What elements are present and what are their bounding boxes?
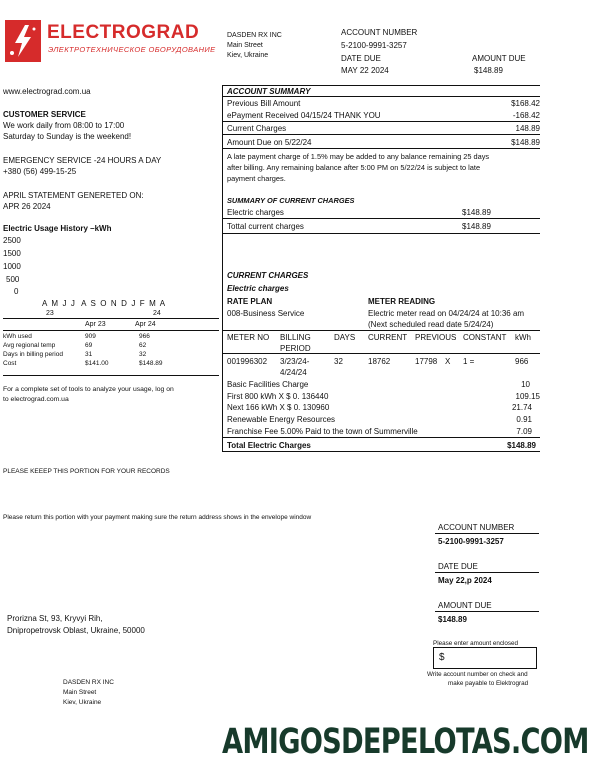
col-header-current: CURRENT <box>368 333 408 342</box>
divider <box>222 134 540 135</box>
meter-kwh: 966 <box>515 357 529 366</box>
company-tagline: ЭЛЕКТРОТЕХНИЧЕСКОЕ ОБОРУДОВАНИЕ <box>48 45 216 54</box>
stub-amount-due: $148.89 <box>438 615 467 624</box>
usage-history-table <box>3 332 165 368</box>
charge-item-row <box>227 379 540 390</box>
usage-year-right: 24 <box>153 310 161 317</box>
header-account-number: 5-2100-9991-3257 <box>341 41 407 50</box>
divider <box>222 233 540 234</box>
remit-address-line-2: Dnipropetrovsk Oblast, Ukraine, 50000 <box>7 626 145 635</box>
charge-item-row <box>227 414 540 425</box>
summary-current-charges-row <box>227 123 540 134</box>
summary-amount-due-row <box>227 137 540 148</box>
column-divider <box>222 85 223 451</box>
divider <box>222 148 540 149</box>
amount-due-label: Amount Due on 5/22/24 <box>227 138 312 147</box>
history-value-2024: $148.89 <box>139 360 163 367</box>
emergency-phone: +380 (56) 499-15-25 <box>3 167 77 176</box>
epayment-label: ePayment Received 04/15/24 THANK YOU <box>227 111 381 120</box>
usage-y-label: 1000 <box>3 262 21 271</box>
header-amount-due-label: AMOUNT DUE <box>472 54 526 63</box>
late-payment-note-2: after billing. Any remaining balance after 5:00 PM on 5/22/24 is subject to late <box>227 163 481 172</box>
account-summary-title: ACCOUNT SUMMARY <box>227 87 311 96</box>
company-logo-mark <box>5 20 41 62</box>
dollar-sign: $ <box>439 652 445 663</box>
usage-history-title: Electric Usage History –kWh <box>3 224 112 233</box>
lightning-icon <box>5 20 41 62</box>
history-row-label: kWh used <box>3 333 32 340</box>
divider <box>3 375 219 376</box>
late-payment-note-3: payment charges. <box>227 174 286 183</box>
stub-date-due-label: DATE DUE <box>438 562 478 571</box>
header-date-due-label: DATE DUE <box>341 54 381 63</box>
charge-item-value: 0.91 <box>516 415 532 424</box>
header-amount-due: $148.89 <box>474 66 503 75</box>
previous-bill-amount: $168.42 <box>511 99 540 108</box>
usage-y-label: 2500 <box>3 236 21 245</box>
history-col-header: Apr 23 <box>85 321 106 328</box>
history-value-2023: $141.00 <box>85 360 109 367</box>
previous-bill-label: Previous Bill Amount <box>227 99 301 108</box>
table-row <box>3 332 165 341</box>
meter-reading-label: METER READING <box>368 297 436 306</box>
stub-amount-due-label: AMOUNT DUE <box>438 601 492 610</box>
write-account-note-2: make payable to Elektrograd <box>448 680 529 687</box>
company-name: ELECTROGRAD <box>47 22 200 43</box>
current-charges-title: CURRENT CHARGES <box>227 271 309 280</box>
remit-address-line-1: Prorizna St, 93, Kryvyi Rih, <box>7 614 103 623</box>
customer-service-title: CUSTOMER SERVICE <box>3 110 86 119</box>
history-row-label: Avg regional temp <box>3 342 56 349</box>
meter-reading-line-1: Electric meter read on 04/24/24 at 10:36 am <box>368 309 525 318</box>
electric-charges-label: Electric charges <box>227 208 284 217</box>
history-col-header: Apr 24 <box>135 321 156 328</box>
charge-item-label: First 800 kWh X $ 0. 136440 <box>227 392 329 401</box>
current-charges-label: Current Charges <box>227 124 287 133</box>
customer-service-hours: We work daily from 08:00 to 17:00 <box>3 121 125 130</box>
divider <box>222 353 540 354</box>
meter-current-reading: 18762 <box>368 357 391 366</box>
history-value-2023: 31 <box>85 351 93 358</box>
header-customer-city: Kiev, Ukraine <box>227 52 269 59</box>
divider <box>435 572 539 573</box>
total-current-charges-amount: $148.89 <box>462 222 491 231</box>
charge-item-value: 7.09 <box>516 427 532 436</box>
electric-charges-amount: $148.89 <box>462 208 491 217</box>
keep-portion-note: PLEASE KEEEP THIS PORTION FOR YOUR RECORDS <box>3 468 170 475</box>
charge-item-row <box>227 402 540 413</box>
enter-amount-label: Please enter amount enclosed <box>433 640 519 647</box>
current-charges-amount: 148.89 <box>515 124 540 133</box>
charge-item-label: Next 166 kWh X $ 0. 130960 <box>227 403 330 412</box>
total-electric-charges-row <box>227 440 540 451</box>
history-value-2024: 966 <box>139 333 150 340</box>
amount-due-value: $148.89 <box>511 138 540 147</box>
usage-tools-note: For a complete set of tools to analyze your usage, log on <box>3 386 174 393</box>
return-address-city: Kiev, Ukraine <box>63 699 102 706</box>
total-current-charges-label: Tottal current charges <box>227 222 304 231</box>
col-header-days: DAYS <box>334 333 356 342</box>
return-address-street: Main Street <box>63 689 97 696</box>
meter-number: 001996302 <box>227 357 268 366</box>
rate-plan-value: 008-Business Service <box>227 309 305 318</box>
divider <box>435 611 539 612</box>
usage-year-left: 23 <box>46 310 54 317</box>
amount-enclosed-field[interactable] <box>433 647 537 669</box>
stub-account-number-label: ACCOUNT NUMBER <box>438 523 515 532</box>
usage-month-labels: A M J J A S O N D J F M A <box>42 299 166 308</box>
billing-period-start: 3/23/24- <box>280 357 310 366</box>
summary-current-title: SUMMARY OF CURRENT CHARGES <box>227 196 355 205</box>
website-link[interactable]: www.electrograd.com.ua <box>3 87 91 96</box>
summary-epayment-row <box>227 110 540 121</box>
table-row <box>3 341 165 350</box>
emergency-service-title: EMERGENCY SERVICE -24 HOURS A DAY <box>3 156 162 165</box>
stub-account-number: 5-2100-9991-3257 <box>438 537 504 546</box>
write-account-note-1: Write account number on check and <box>427 671 528 678</box>
statement-generated-label: APRIL STATEMENT GENERETED ON: <box>3 191 144 200</box>
rate-plan-label: RATE PLAN <box>227 297 273 306</box>
total-electric-charges-value: $148.89 <box>507 441 536 450</box>
meter-constant: 1 = <box>463 357 475 366</box>
customer-service-weekend: Saturday to Sunday is the weekend! <box>3 132 132 141</box>
divider <box>222 121 540 122</box>
multiply-sign: X <box>445 357 451 366</box>
charge-item-label: Renewable Energy Resources <box>227 415 336 424</box>
col-header-period: PERIOD <box>280 344 311 353</box>
history-value-2023: 69 <box>85 342 93 349</box>
billing-days: 32 <box>334 357 343 366</box>
divider <box>435 533 539 534</box>
divider <box>222 96 540 97</box>
charge-item-label: Franchise Fee 5.00% Paid to the town of Summerville <box>227 427 418 436</box>
summary-previous-bill-row <box>227 98 540 109</box>
divider <box>222 330 540 331</box>
statement-generated-date: APR 26 2024 <box>3 202 51 211</box>
header-customer-name: DASDEN RX INC <box>227 32 282 39</box>
usage-y-label: 1500 <box>3 249 21 258</box>
charge-item-value: 109.15 <box>515 392 540 401</box>
col-header-billing: BILLING <box>280 333 311 342</box>
col-header-kwh: kWh <box>515 333 531 342</box>
header-account-number-label: ACCOUNT NUMBER <box>341 28 418 37</box>
return-address-name: DASDEN RX INC <box>63 679 114 686</box>
stub-date-due: May 22,p 2024 <box>438 576 492 585</box>
divider <box>222 451 540 452</box>
header-customer-street: Main Street <box>227 42 263 49</box>
usage-y-label: 0 <box>14 287 19 296</box>
history-value-2023: 909 <box>85 333 96 340</box>
history-value-2024: 32 <box>139 351 147 358</box>
table-row <box>3 350 165 359</box>
history-row-label: Days in billing period <box>3 351 63 358</box>
divider <box>3 330 219 331</box>
current-charges-subtitle: Electric charges <box>227 284 289 293</box>
charge-item-row <box>227 426 540 437</box>
epayment-amount: -168.42 <box>512 111 540 120</box>
history-row-label: Cost <box>3 360 17 367</box>
charge-item-value: 10 <box>521 380 530 389</box>
history-value-2024: 62 <box>139 342 147 349</box>
charge-item-value: 21.74 <box>511 403 532 412</box>
col-header-meter-no: METER NO <box>227 333 270 342</box>
billing-period-end: 4/24/24 <box>280 368 307 377</box>
col-header-constant: CONSTANT <box>463 333 507 342</box>
late-payment-note-1: A late payment charge of 1.5% may be added to any balance remaining 25 days <box>227 152 490 161</box>
divider <box>222 437 540 438</box>
col-header-previous: PREVIOUS <box>415 333 457 342</box>
divider <box>222 218 540 219</box>
usage-y-label: 500 <box>6 275 20 284</box>
total-electric-charges-label: Total Electric Charges <box>227 441 311 450</box>
charge-item-row <box>227 391 540 402</box>
divider <box>3 318 219 319</box>
watermark-brand: AMIGOSDEPELOTAS.COM <box>222 722 589 762</box>
charge-item-label: Basic Facilities Charge <box>227 380 309 389</box>
meter-reading-line-2: (Next scheduled read date 5/24/24) <box>368 320 494 329</box>
meter-previous-reading: 17798 <box>415 357 438 366</box>
return-portion-note: Please return this portion with your payment making sure the return address shows in the envelope window <box>3 514 312 521</box>
table-row <box>3 359 165 368</box>
usage-tools-link[interactable]: to electrograd.com.ua <box>3 396 69 403</box>
header-date-due: MAY 22 2024 <box>341 66 389 75</box>
